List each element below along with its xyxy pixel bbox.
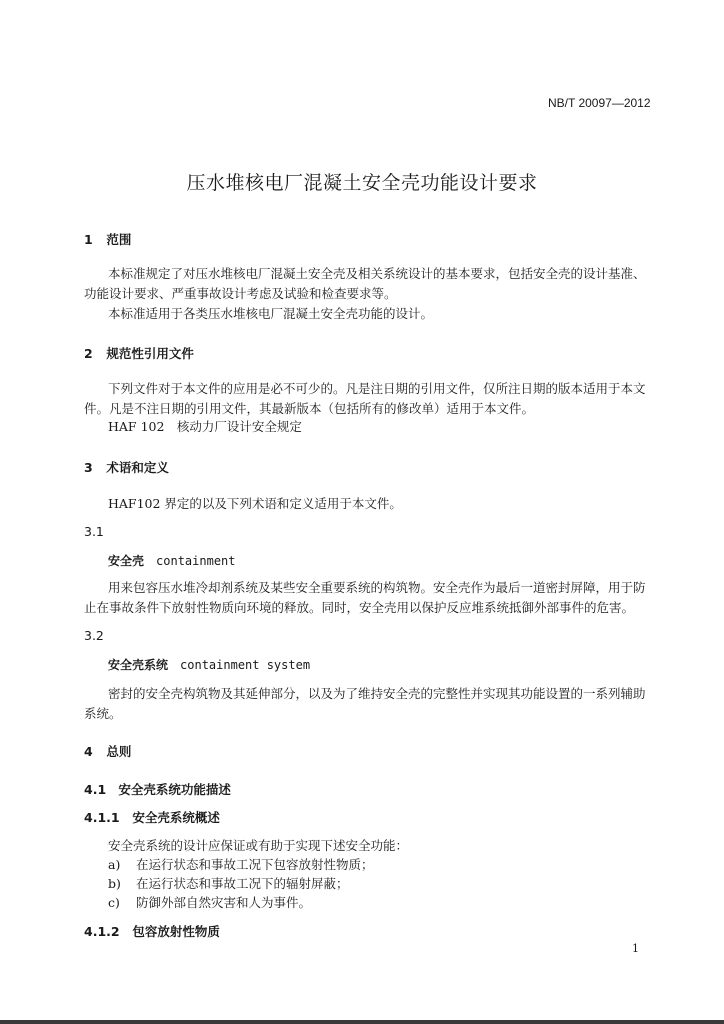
paragraph-line: 件。凡是不注日期的引用文件，其最新版本（包括所有的修改单）适用于本文件。 <box>84 401 535 416</box>
clause-number: 4.1.2 <box>84 924 120 939</box>
document-title: 压水堆核电厂混凝土安全壳功能设计要求 <box>186 172 538 194</box>
definition-line: 用来包容压水堆冷却剂系统及某些安全重要系统的构筑物。安全壳作为最后一道密封屏障，用于防 <box>108 580 646 595</box>
definition-line: 密封的安全壳构筑物及其延伸部分，以及为了维持安全壳的完整性并实现其功能设置的一系列辅助 <box>108 686 646 701</box>
term-entry <box>108 656 310 673</box>
term-chinese: 安全壳 <box>108 554 145 568</box>
clause-number: 4.1.1 <box>84 810 120 825</box>
section-3-heading <box>84 458 169 476</box>
standard-code: NB/T 20097—2012 <box>548 96 651 110</box>
paragraph-line: 下列文件对于本文件的应用是必不可少的。凡是注日期的引用文件，仅所注日期的版本适用于本文 <box>108 381 646 396</box>
list-label: b) <box>108 876 121 891</box>
section-number: 3 <box>84 460 93 475</box>
list-item <box>108 893 311 913</box>
term-chinese: 安全壳系统 <box>108 658 169 672</box>
clause-number: 4.1 <box>84 782 107 797</box>
list-text: 在运行状态和事故工况下的辐射屏蔽； <box>136 876 349 891</box>
list-text: 在运行状态和事故工况下包容放射性物质； <box>136 857 374 872</box>
list-item <box>108 855 374 875</box>
list-label: a) <box>108 857 121 872</box>
paragraph-line: 功能设计要求、严重事故设计考虑及试验和检查要求等。 <box>84 286 397 301</box>
term-english: containment <box>156 554 236 568</box>
section-number: 4 <box>84 744 93 759</box>
section-2-heading <box>84 344 194 362</box>
page-number: 1 <box>632 942 639 955</box>
list-text: 防御外部自然灾害和人为事件。 <box>136 895 312 910</box>
paragraph-line: 安全壳系统的设计应保证或有助于实现下述安全功能： <box>108 838 409 853</box>
section-4-heading <box>84 742 131 760</box>
subsection-4-1-1-heading <box>84 808 220 826</box>
clause-number: 3.1 <box>84 524 104 539</box>
definition-line: 止在事故条件下放射性物质向环境的释放。同时，安全壳用以保护反应堆系统抵御外部事件的危害。 <box>84 600 635 615</box>
clause-title: 包容放射性物质 <box>132 924 220 939</box>
clause-number: 3.2 <box>84 628 104 643</box>
clause-title: 安全壳系统功能描述 <box>118 782 231 797</box>
clause-title: 安全壳系统概述 <box>132 810 220 825</box>
section-title: 总则 <box>106 744 132 759</box>
paragraph-line: 本标准适用于各类压水堆核电厂混凝土安全壳功能的设计。 <box>108 306 434 321</box>
section-number: 2 <box>84 346 93 361</box>
term-english: containment system <box>180 658 311 672</box>
section-number: 1 <box>84 232 93 247</box>
section-title: 规范性引用文件 <box>106 346 194 361</box>
scan-edge <box>0 1020 724 1024</box>
list-item <box>108 874 349 894</box>
list-label: c) <box>108 895 120 910</box>
normative-reference: HAF 102 核动力厂设计安全规定 <box>108 419 302 434</box>
subsection-4-1-heading <box>84 780 231 798</box>
section-1-heading <box>84 230 131 248</box>
paragraph-line: 本标准规定了对压水堆核电厂混凝土安全壳及相关系统设计的基本要求，包括安全壳的设计基准、 <box>108 266 646 281</box>
definition-line: 系统。 <box>84 706 122 721</box>
subsection-4-1-2-heading <box>84 922 220 940</box>
paragraph-line: HAF102 界定的以及下列术语和定义适用于本文件。 <box>108 496 402 511</box>
term-entry <box>108 552 236 569</box>
section-title: 范围 <box>106 232 132 247</box>
section-title: 术语和定义 <box>106 460 169 475</box>
